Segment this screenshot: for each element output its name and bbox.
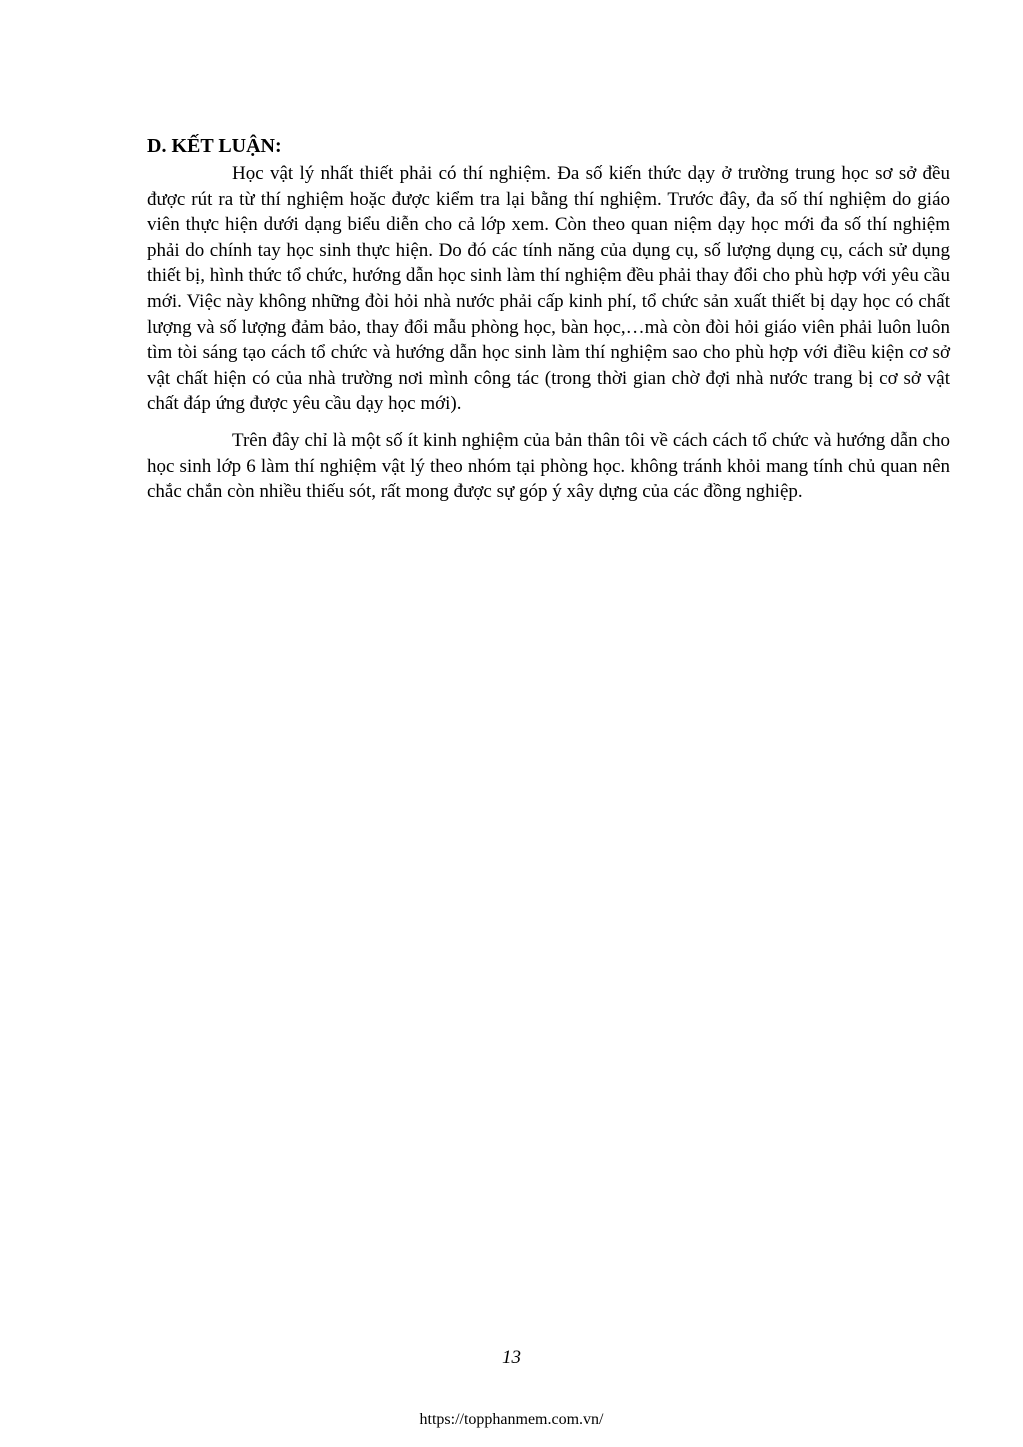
footer-url: https://topphanmem.com.vn/ bbox=[419, 1411, 604, 1428]
section-heading: D. KẾT LUẬN: bbox=[147, 135, 282, 157]
page-number: 13 bbox=[502, 1347, 521, 1368]
page-content bbox=[147, 133, 950, 516]
paragraph-closing: Trên đây chỉ là một số ít kinh nghiệm của bản thân tôi về cách cách tổ chức và hướng dẫn cho học sinh lớp 6 làm thí nghiệm vật lý theo nhóm tại phòng học. không tránh khỏi mang tính chủ quan nên chắc chắn còn nhiều thiếu sót, rất mong được sự góp ý xây dựng của các đồng nghiệp. bbox=[147, 429, 950, 503]
paragraph-conclusion: Học vật lý nhất thiết phải có thí nghiệm. Đa số kiến thức dạy ở trường trung học sơ sở đều được rút ra từ thí nghiệm hoặc được kiểm tra lại bằng thí nghiệm. Trước đây, đa số thí nghiệm do giáo viên thực hiện dưới dạng biểu diễn cho cả lớp xem. Còn theo quan niệm dạy học mới đa số thí nghiệm phải do chính tay học sinh thực hiện. Do đó các tính năng của dụng cụ, số lượng dụng cụ, cách sử dụng thiết bị, hình thức tổ chức, hướng dẫn học sinh làm thí nghiệm đều phải thay đổi cho phù hợp với yêu cầu mới. Việc này không những đòi hỏi nhà nước phải cấp kinh phí, tổ chức sản xuất thiết bị dạy học có chất lượng và số lượng đảm bảo, thay đổi mẫu phòng học, bàn học,…mà còn đòi hỏi giáo viên phải luôn luôn tìm tòi sáng tạo cách tổ chức và hướng dẫn học sinh làm thí nghiệm sao cho phù hợp với điều kiện cơ sở vật chất hiện có của nhà trường nơi mình công tác (trong thời gian chờ đợi nhà nước trang bị cơ sở vật chất đáp ứng được yêu cầu dạy học mới). bbox=[147, 163, 950, 415]
